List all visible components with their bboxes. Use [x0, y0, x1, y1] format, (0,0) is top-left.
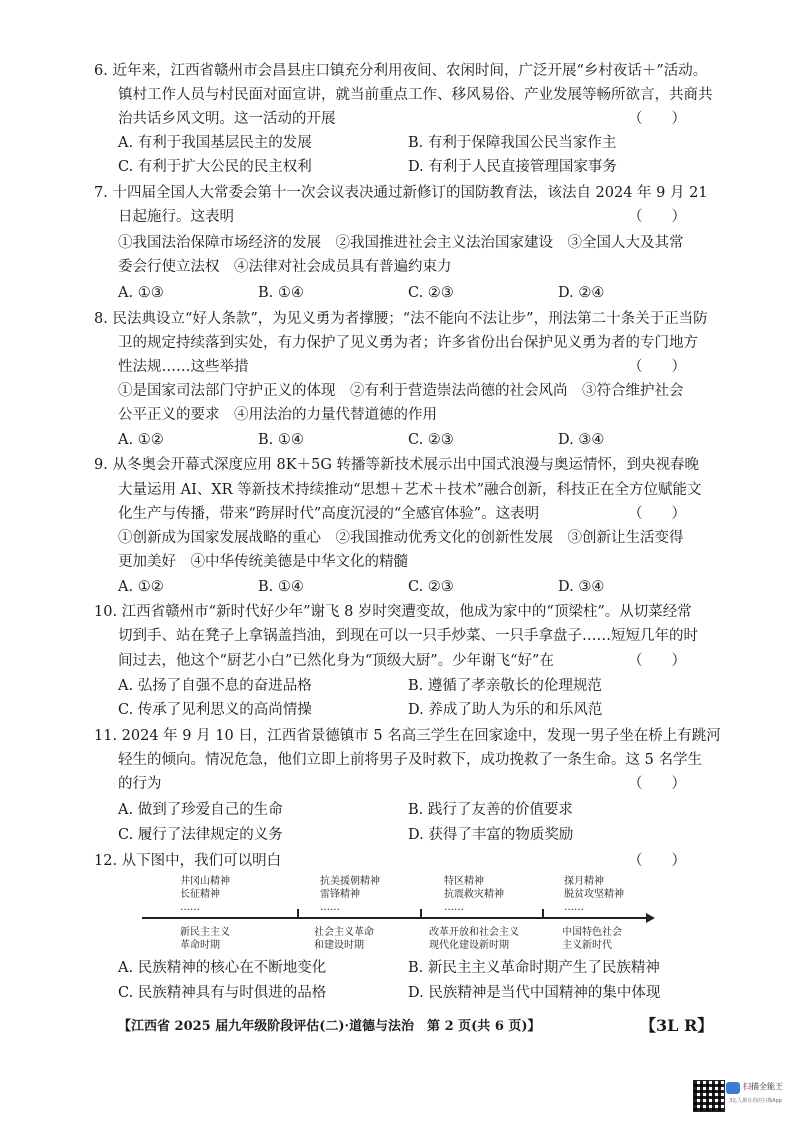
- q9-line-4: ①创新成为国家发展战略的重心 ②我国推动优秀文化的创新性发展 ③创新让生活变得: [118, 530, 684, 546]
- q9-option-d: D. ③④: [558, 579, 605, 595]
- q6-option-a: A. 有利于我国基层民主的发展: [118, 135, 312, 151]
- timeline-period-3: [429, 926, 519, 952]
- q8-option-b: B. ①④: [258, 432, 304, 448]
- paper-code: 【3L R】: [640, 1016, 714, 1035]
- scanner-app-icon: [726, 1082, 740, 1094]
- qr-code-icon: [693, 1080, 725, 1112]
- q8-option-c: C. ②③: [408, 432, 454, 448]
- q6-option-c: C. 有利于扩大公民的民主权利: [118, 159, 312, 175]
- timeline-axis: [142, 917, 647, 919]
- timeline-arrow-icon: [646, 913, 655, 923]
- q6-line-3: 治共话乡风文明。这一活动的开展: [118, 111, 336, 127]
- timeline-top-4-b: 脱贫攻坚精神: [564, 889, 624, 900]
- q7-answer-paren: （ ）: [628, 209, 686, 225]
- q6-option-d: D. 有利于人民直接管理国家事务: [408, 159, 617, 175]
- q9-option-c: C. ②③: [408, 579, 454, 595]
- timeline-period-1-b: 革命时期: [180, 940, 220, 951]
- timeline-top-1-c: ……: [180, 902, 200, 913]
- q7-option-c: C. ②③: [408, 285, 454, 301]
- timeline-period-2: [314, 926, 374, 952]
- timeline-top-4-a: 探月精神: [564, 876, 604, 887]
- q11-option-a: A. 做到了珍爱自己的生命: [118, 802, 283, 818]
- q11-line-3: 的行为: [118, 776, 162, 792]
- q9-line-2: 大量运用 AI、XR 等新技术持续推动“思想＋艺术＋技术”融合创新，科技正在全方位赋能文: [118, 482, 702, 498]
- q12-option-a: A. 民族精神的核心在不断地变化: [118, 960, 327, 976]
- q12-option-c: C. 民族精神具有与时俱进的品格: [118, 985, 327, 1001]
- q9-option-a: A. ①②: [118, 579, 164, 595]
- q6-answer-paren: （ ）: [628, 111, 686, 127]
- q7-line-2: 日起施行。这表明: [118, 209, 234, 225]
- q6-option-b: B. 有利于保障我国公民当家作主: [408, 135, 617, 151]
- q8-line-1: 8. 民法典设立“好人条款”，为见义勇为者撑腰；“法不能向不法让步”，刑法第二十条关于正当防: [94, 311, 708, 327]
- q7-line-3: ①我国法治保障市场经济的发展 ②我国推进社会主义法治国家建设 ③全国人大及其常: [118, 235, 684, 251]
- timeline-top-4-c: ……: [564, 902, 584, 913]
- q10-option-b: B. 遵循了孝亲敬长的伦理规范: [408, 678, 602, 694]
- timeline-top-1: [180, 875, 230, 914]
- timeline-divider: [542, 909, 544, 918]
- q11-option-b: B. 践行了友善的价值要求: [408, 802, 573, 818]
- timeline-period-2-a: 社会主义革命: [314, 927, 374, 938]
- q7-option-d: D. ②④: [558, 285, 605, 301]
- q11-option-d: D. 获得了丰富的物质奖励: [408, 827, 574, 843]
- q10-line-2: 切到手、站在凳子上拿锅盖挡油，到现在可以一只手炒菜、一只手拿盘子……短短几年的时: [118, 628, 698, 644]
- q9-answer-paren: （ ）: [628, 506, 686, 522]
- q12-answer-paren: （ ）: [628, 853, 686, 869]
- timeline-divider: [297, 909, 299, 918]
- timeline-period-3-b: 现代化建设新时期: [429, 940, 509, 951]
- q9-option-b: B. ①④: [258, 579, 304, 595]
- q10-line-3: 间过去，他这个“厨艺小白”已然化身为“顶级大厨”。少年谢飞“好”在: [118, 653, 554, 669]
- page-footer: 【江西省 2025 届九年级阶段评估(二)·道德与法治 第 2 页(共 6 页)】: [118, 1019, 541, 1034]
- q10-line-1: 10. 江西省赣州市“新时代好少年”谢飞 8 岁时突遭变故，他成为家中的“顶梁柱”。从切菜经常: [94, 604, 692, 620]
- q12-option-b: B. 新民主主义革命时期产生了民族精神: [408, 960, 660, 976]
- scanner-app-name: 扫描全能王: [743, 1082, 783, 1091]
- q11-option-c: C. 履行了法律规定的义务: [118, 827, 283, 843]
- q10-option-c: C. 传承了见利思义的高尚情操: [118, 702, 312, 718]
- q10-option-a: A. 弘扬了自强不息的奋进品格: [118, 678, 312, 694]
- timeline-top-4: [564, 875, 624, 914]
- timeline-top-3: [444, 875, 504, 914]
- q8-option-d: D. ③④: [558, 432, 605, 448]
- timeline-top-1-b: 长征精神: [180, 889, 220, 900]
- q9-line-3: 化生产与传播，带来“跨屏时代”高度沉浸的“全感官体验”。这表明: [118, 506, 540, 522]
- timeline-top-2-a: 抗美援朝精神: [320, 876, 380, 887]
- q8-line-5: 公平正义的要求 ④用法治的力量代替道德的作用: [118, 407, 437, 423]
- timeline-top-1-a: 井冈山精神: [180, 876, 230, 887]
- timeline-top-2-c: ……: [320, 902, 340, 913]
- q12-option-d: D. 民族精神是当代中国精神的集中体现: [408, 985, 661, 1001]
- timeline-period-1-a: 新民主主义: [180, 927, 230, 938]
- q6-line-2: 镇村工作人员与村民面对面宣讲，就当前重点工作、移风易俗、产业发展等畅所欲言，共商共: [118, 87, 713, 103]
- timeline-period-1: [180, 926, 230, 952]
- timeline-period-2-b: 和建设时期: [314, 940, 364, 951]
- timeline-top-2-b: 雷锋精神: [320, 889, 360, 900]
- q6-line-1: 6. 近年来，江西省赣州市会昌县庄口镇充分利用夜间、农闲时间，广泛开展“乡村夜话＋”活动。: [94, 63, 708, 79]
- q9-line-5: 更加美好 ④中华传统美德是中华文化的精髓: [118, 554, 408, 570]
- q12-line-1: 12. 从下图中，我们可以明白: [94, 853, 282, 869]
- timeline-top-3-c: ……: [444, 902, 464, 913]
- q7-option-b: B. ①④: [258, 285, 304, 301]
- spirit-timeline-diagram: [142, 875, 662, 955]
- q8-line-3: 性法规……这些举措: [118, 359, 249, 375]
- q11-answer-paren: （ ）: [628, 776, 686, 792]
- timeline-period-4: [562, 926, 622, 952]
- q10-option-d: D. 养成了助人为乐的和乐风范: [408, 702, 603, 718]
- q8-option-a: A. ①②: [118, 432, 164, 448]
- scanner-app-slogan: 3亿人都在用的扫描App: [729, 1098, 782, 1104]
- timeline-top-3-b: 抗震救灾精神: [444, 889, 504, 900]
- timeline-period-4-a: 中国特色社会: [562, 927, 622, 938]
- timeline-period-4-b: 主义新时代: [562, 940, 612, 951]
- q11-line-1: 11. 2024 年 9 月 10 日，江西省景德镇市 5 名高三学生在回家途中，发现一男子坐在桥上有跳河: [94, 728, 721, 744]
- q8-line-2: 卫的规定持续落到实处，有力保护了见义勇为者；许多省份出台保护见义勇为者的专门地方: [118, 335, 698, 351]
- timeline-top-2: [320, 875, 380, 914]
- timeline-divider: [420, 909, 422, 918]
- q7-line-1: 7. 十四届全国人大常委会第十一次会议表决通过新修订的国防教育法，该法自 2024 年 9 月 21: [94, 185, 708, 201]
- q8-line-4: ①是国家司法部门守护正义的体现 ②有利于营造崇法尚德的社会风尚 ③符合维护社会: [118, 383, 684, 399]
- timeline-top-3-a: 特区精神: [444, 876, 484, 887]
- q7-line-4: 委会行使立法权 ④法律对社会成员具有普遍约束力: [118, 259, 452, 275]
- q8-answer-paren: （ ）: [628, 359, 686, 375]
- q7-option-a: A. ①③: [118, 285, 164, 301]
- q9-line-1: 9. 从冬奥会开幕式深度应用 8K＋5G 转播等新技术展示出中国式浪漫与奥运情怀，到央视春晚: [94, 457, 700, 473]
- q11-line-2: 轻生的倾向。情况危急，他们立即上前将男子及时救下，成功挽救了一条生命。这 5 名学生: [118, 752, 702, 768]
- q10-answer-paren: （ ）: [628, 653, 686, 669]
- timeline-period-3-a: 改革开放和社会主义: [429, 927, 519, 938]
- scanner-watermark: [693, 1080, 791, 1114]
